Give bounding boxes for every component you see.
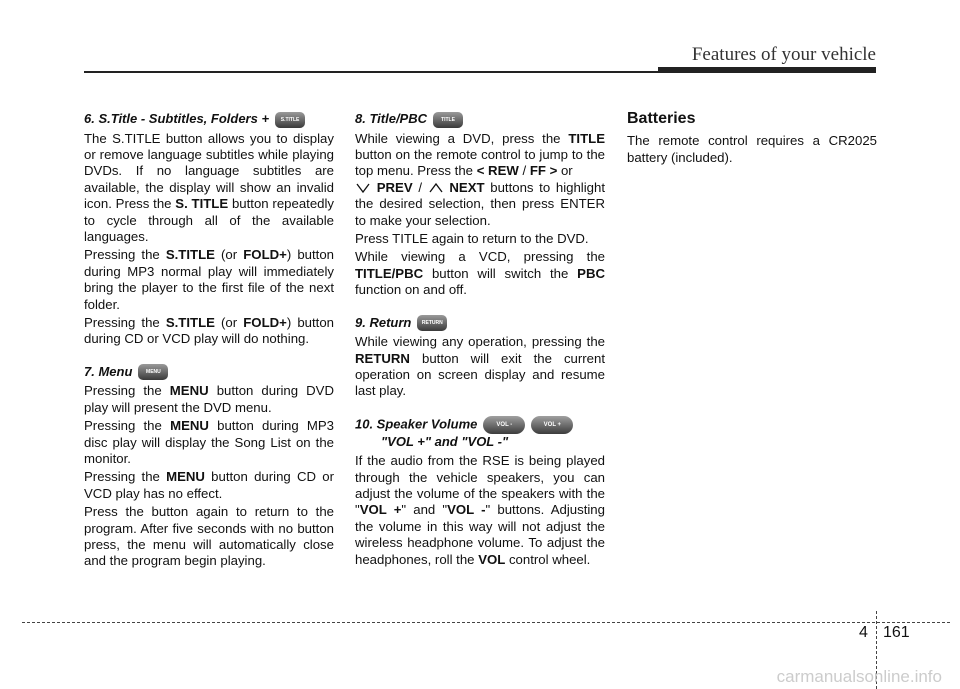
page-number: 161	[883, 624, 910, 641]
paragraph: Pressing the MENU button during MP3 disc play will display the Song List on the monitor.	[84, 418, 335, 467]
return-button-icon: RETURN	[417, 315, 447, 331]
paragraph: While viewing any operation, pressing the RETURN button will exit the current operation on screen display and resume last play.	[355, 334, 605, 399]
heading-return: 9. Return RETURN	[355, 315, 605, 332]
paragraph: Pressing the MENU button during DVD play will present the DVD menu.	[84, 383, 334, 415]
column-3	[627, 111, 877, 168]
section-number: 4	[859, 624, 868, 641]
paragraph: The S.TITLE button allows you to display or remove language subtitles while playing DVDs. If no language subtitles are available, the display will show an invalid icon. Press the S. TITLE button repeatedly to cycle through all of the available languages.	[84, 130, 335, 244]
paragraph: Press the button again to return to the program. After five seconds with no button press, the menu will automatically close and the program begin playing.	[84, 504, 334, 569]
header-title: Features of your vehicle	[691, 44, 876, 65]
vol-plus-button-icon: VOL +	[531, 416, 573, 434]
heading-speaker-volume: 10. Speaker Volume VOL - VOL + "VOL +" and "VOL -"	[355, 416, 605, 450]
heading-menu: 7. Menu MENU	[84, 364, 334, 381]
header-bar	[658, 67, 876, 73]
title-button-icon: TITLE	[433, 112, 463, 128]
column-2	[355, 111, 605, 570]
paragraph: Pressing the MENU button during CD or VCD play has no effect.	[84, 469, 334, 501]
stitle-button-icon: S.TITLE	[275, 112, 305, 128]
paragraph: Pressing the S.TITLE (or FOLD+) button during CD or VCD play will do nothing.	[84, 315, 334, 347]
paragraph: Press TITLE again to return to the DVD.	[355, 231, 589, 246]
paragraph: If the audio from the RSE is being played through the vehicle speakers, you can adjust the volume of the speakers with the "VOL +" and "VOL -" buttons. Adjusting the volume in this way will not adjust the wireless headphone volume. To adjust the headphones, roll the VOL control wheel.	[355, 453, 605, 567]
chevron-down-icon	[355, 182, 371, 194]
paragraph: While viewing a DVD, press the TITLE button on the remote control to jump to the top menu. Press the < REW / FF > or PREV / NEXT buttons to highlight the desired selection, then press ENTER to make your selection.	[355, 130, 606, 228]
paragraph: While viewing a VCD, pressing the TITLE/PBC button will switch the PBC function on and off.	[355, 249, 605, 298]
paragraph: The remote control requires a CR2025 battery (included).	[627, 133, 877, 165]
watermark: carmanualsonline.info	[776, 667, 942, 686]
paragraph: Pressing the S.TITLE (or FOLD+) button during MP3 normal play will immediately bring the player to the first file of the next folder.	[84, 247, 334, 312]
heading-title-pbc: 8. Title/PBC TITLE	[355, 111, 605, 128]
heading-batteries: Batteries	[627, 110, 696, 127]
chevron-up-icon	[428, 182, 444, 194]
footer-rule	[22, 622, 950, 623]
vol-minus-button-icon: VOL -	[483, 416, 525, 434]
menu-button-icon: MENU	[138, 364, 168, 380]
column-1	[84, 111, 334, 572]
heading-subtitles: 6. S.Title - Subtitles, Folders + S.TITLE	[84, 111, 334, 128]
